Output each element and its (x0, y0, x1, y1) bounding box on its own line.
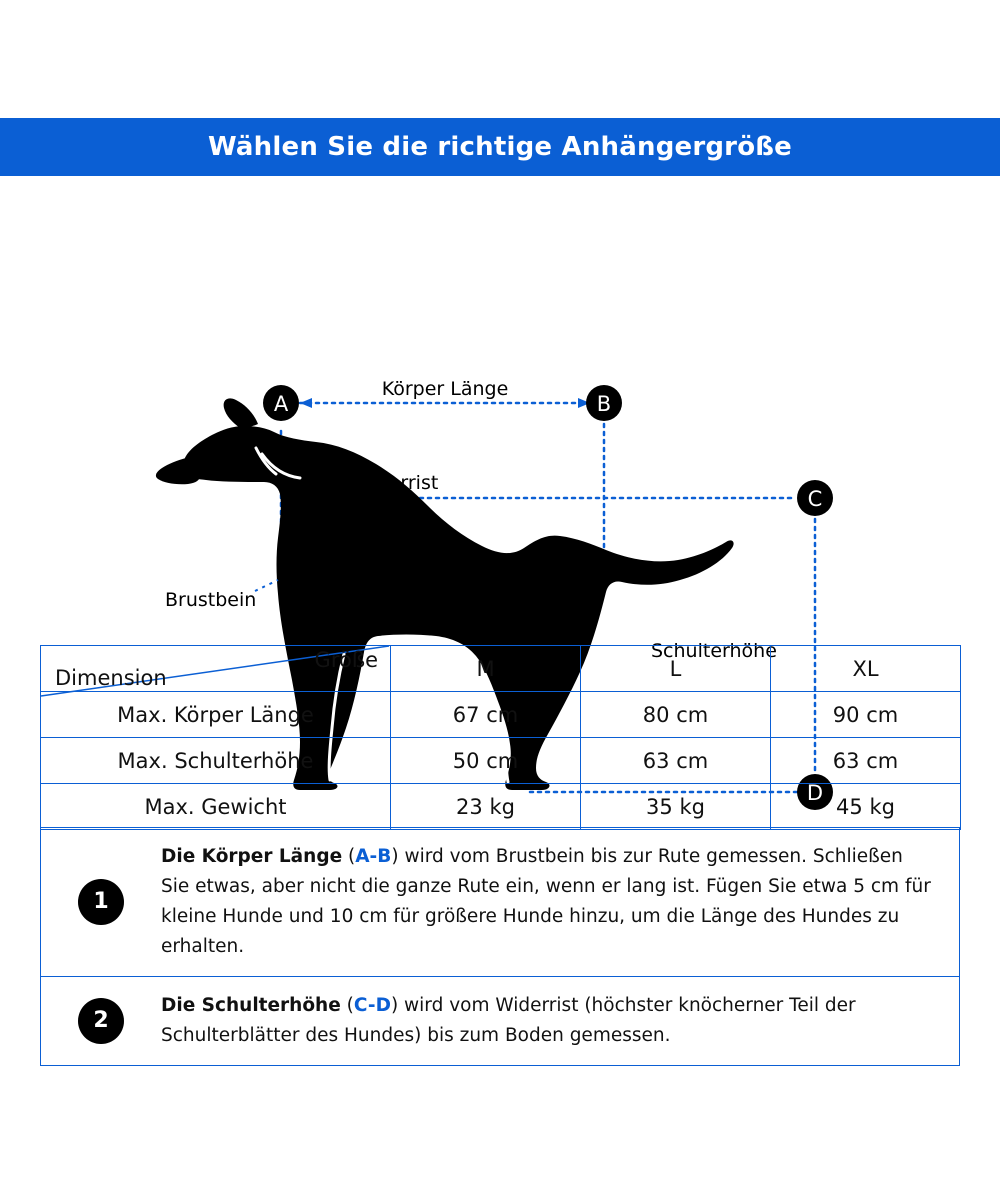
corner-size-label: Größe (314, 648, 378, 672)
cell-body-length-xl: 90 cm (771, 692, 961, 738)
note-badge-cell (41, 998, 161, 1044)
size-table (40, 645, 961, 830)
cell-shoulder-height-m: 50 cm (391, 738, 581, 784)
shoulder-height-label: Schulterhöhe (651, 640, 777, 662)
row-label-shoulder-height: Max. Schulterhöhe (41, 738, 391, 784)
table-row (41, 784, 961, 830)
cell-body-length-m: 67 cm (391, 692, 581, 738)
svg-text:D: D (806, 781, 824, 805)
note-number-badge: 1 (78, 879, 124, 925)
withers-label: Widerrist (353, 472, 439, 494)
table-corner-cell (41, 646, 391, 692)
header-banner (0, 118, 1000, 176)
note-text (161, 842, 941, 962)
svg-text:C: C (807, 487, 823, 511)
note-open-paren: ( (340, 994, 354, 1016)
note-lead: Die Schulterhöhe (161, 994, 341, 1016)
note-open-paren: ( (342, 846, 356, 867)
note-code: C-D (353, 994, 391, 1016)
svg-text:A: A (273, 392, 289, 416)
note-code: A-B (355, 846, 392, 867)
note-lead: Die Körper Länge (161, 846, 343, 867)
table-header-row (41, 646, 961, 692)
table-row (41, 738, 961, 784)
column-header-xl: XL (771, 646, 961, 692)
page-title: Wählen Sie die richtige Anhängergröße (207, 132, 793, 162)
note-body: ) wird vom Brustbein bis zur Rute gemessen. Schließen Sie etwas, aber nicht die ganze Rute ein, wenn er lang ist. Fügen Sie etwa 5 cm für kleine Hunde und 10 cm für größere Hunde hinzu, um die Länge des Hundes zu erhalten. (161, 846, 931, 957)
cell-shoulder-height-l: 63 cm (581, 738, 771, 784)
cell-weight-l: 35 kg (581, 784, 771, 830)
breastbone-label: Brustbein (165, 589, 257, 611)
corner-dimension-label: Dimension (55, 666, 167, 690)
row-label-body-length: Max. Körper Länge (41, 692, 391, 738)
column-header-m: M (391, 646, 581, 692)
cell-weight-m: 23 kg (391, 784, 581, 830)
note-item (40, 827, 960, 977)
table-row (41, 692, 961, 738)
note-number-badge: 2 (78, 998, 124, 1044)
body-length-label: Körper Länge (381, 378, 509, 400)
notes-section (40, 827, 960, 1066)
svg-text:B: B (596, 392, 612, 416)
cell-body-length-l: 80 cm (581, 692, 771, 738)
note-text (161, 991, 941, 1051)
note-badge-cell (41, 879, 161, 925)
cell-shoulder-height-xl: 63 cm (771, 738, 961, 784)
note-body: ) wird vom Widerrist (höchster knöcherner Teil der Schulterblätter des Hundes) bis zum Boden gemessen. (161, 994, 856, 1046)
size-table-wrapper (40, 645, 960, 830)
column-header-l: L (581, 646, 771, 692)
note-item (40, 977, 960, 1066)
cell-weight-xl: 45 kg (771, 784, 961, 830)
row-label-weight: Max. Gewicht (41, 784, 391, 830)
